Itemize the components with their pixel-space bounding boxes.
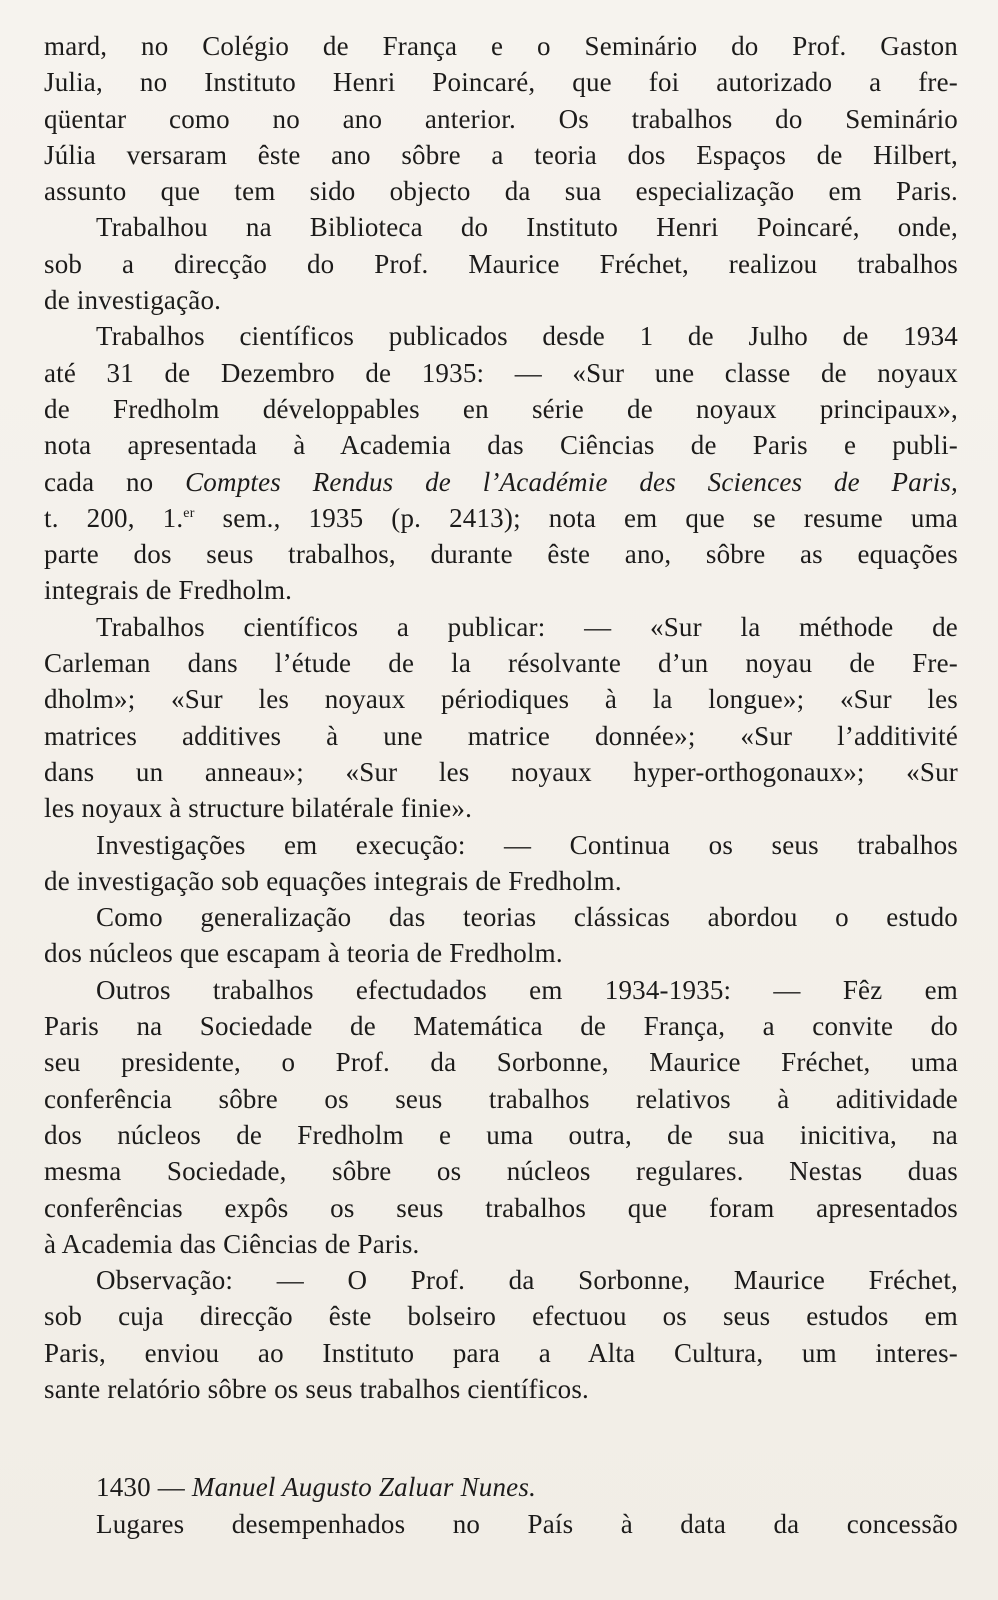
- entry-number: 1430 —: [96, 1472, 192, 1503]
- text-line: mesma Sociedade, sôbre os núcleos regulares. Nestas duas: [44, 1156, 958, 1187]
- text-line: de investigação.: [44, 285, 222, 316]
- text-line: Paris, enviou ao Instituto para a Alta Cultura, um interes-: [44, 1337, 958, 1368]
- text-line: sob cuja direcção êste bolseiro efectuou os seus estudos em: [44, 1301, 958, 1332]
- section-gap: [44, 1407, 958, 1469]
- text-line: Julia, no Instituto Henri Poincaré, que foi autorizado a fre-: [44, 67, 958, 98]
- text-line: sob a direcção do Prof. Maurice Fréchet, realizou trabalhos: [44, 248, 958, 279]
- text-line: assunto que tem sido objecto da sua especialização em Paris.: [44, 176, 958, 207]
- text-line: Outros trabalhos efectudados em 1934-1935: — Fêz em: [96, 974, 958, 1005]
- text-line: Investigações em execução: — Continua os seus trabalhos: [96, 829, 958, 860]
- text-line: nota apresentada à Academia das Ciências de Paris e publi-: [44, 430, 958, 461]
- paragraph-7: [44, 972, 958, 1262]
- text-line: [44, 464, 958, 500]
- text-line: Como generalização das teorias clássicas abordou o estudo: [96, 902, 958, 933]
- paragraph-5: [44, 827, 958, 900]
- text-line: até 31 de Dezembro de 1935: — «Sur une classe de noyaux: [44, 357, 958, 388]
- text-fragment: sem., 1935 (p. 2413); nota em que se resume uma: [194, 502, 958, 533]
- text-line: Observação: — O Prof. da Sorbonne, Maurice Fréchet,: [96, 1265, 958, 1296]
- text-line: Júlia versaram êste ano sôbre a teoria dos Espaços de Hilbert,: [44, 139, 958, 170]
- text-line: Trabalhos científicos publicados desde 1 de Julho de 1934: [96, 321, 958, 352]
- paragraph-1: [44, 28, 958, 209]
- text-line: Carleman dans l’étude de la résolvante d’un noyau de Fre-: [44, 648, 958, 679]
- text-line: integrais de Fredholm.: [44, 575, 293, 606]
- text-line: Lugares desempenhados no País à data da concessão: [96, 1508, 958, 1539]
- text-line: qüentar como no ano anterior. Os trabalhos do Seminário: [44, 103, 958, 134]
- entry-1430: [44, 1469, 958, 1542]
- text-line: de investigação sob equações integrais de Fredholm.: [44, 865, 622, 896]
- text-fragment: t. 200, 1.: [44, 502, 184, 533]
- text-line: de Fredholm développables en série de noyaux principaux»,: [44, 393, 958, 424]
- text-line: dans un anneau»; «Sur les noyaux hyper-orthogonaux»; «Sur: [44, 756, 958, 787]
- paragraph-8: [44, 1262, 958, 1407]
- text-line: mard, no Colégio de França e o Seminário do Prof. Gaston: [44, 31, 958, 61]
- text-line: Trabalhou na Biblioteca do Instituto Henri Poincaré, onde,: [96, 212, 958, 243]
- entry-heading: [44, 1469, 958, 1505]
- text-line: à Academia das Ciências de Paris.: [44, 1228, 420, 1259]
- text-line: matrices additives à une matrice donnée»; «Sur l’additivité: [44, 720, 958, 751]
- text-fragment: cada no: [44, 466, 186, 497]
- journal-title: Comptes Rendus de l’Académie des Sciences de Paris,: [185, 466, 958, 497]
- text-line: Trabalhos científicos a publicar: — «Sur la méthode de: [96, 611, 958, 642]
- superscript: er: [183, 505, 195, 521]
- text-line: seu presidente, o Prof. da Sorbonne, Maurice Fréchet, uma: [44, 1047, 958, 1078]
- text-line: dos núcleos de Fredholm e uma outra, de sua inicitiva, na: [44, 1119, 958, 1150]
- text-line: sante relatório sôbre os seus trabalhos científicos.: [44, 1373, 589, 1404]
- text-line: parte dos seus trabalhos, durante êste ano, sôbre as equações: [44, 539, 958, 570]
- paragraph-3: [44, 318, 958, 608]
- text-line: les noyaux à structure bilatérale finie».: [44, 793, 473, 824]
- paragraph-2: [44, 209, 958, 318]
- text-line: Paris na Sociedade de Matemática de França, a convite do: [44, 1011, 958, 1042]
- entry-person-name: Manuel Augusto Zaluar Nunes.: [191, 1472, 537, 1503]
- text-line: dos núcleos que escapam à teoria de Fredholm.: [44, 938, 563, 969]
- text-line: conferências expôs os seus trabalhos que foram apresentados: [44, 1192, 958, 1223]
- paragraph-6: [44, 899, 958, 972]
- paragraph-4: [44, 609, 958, 827]
- text-line: conferência sôbre os seus trabalhos relativos à aditividade: [44, 1083, 958, 1114]
- text-line: dholm»; «Sur les noyaux périodiques à la longue»; «Sur les: [44, 684, 958, 715]
- text-line: [44, 500, 958, 536]
